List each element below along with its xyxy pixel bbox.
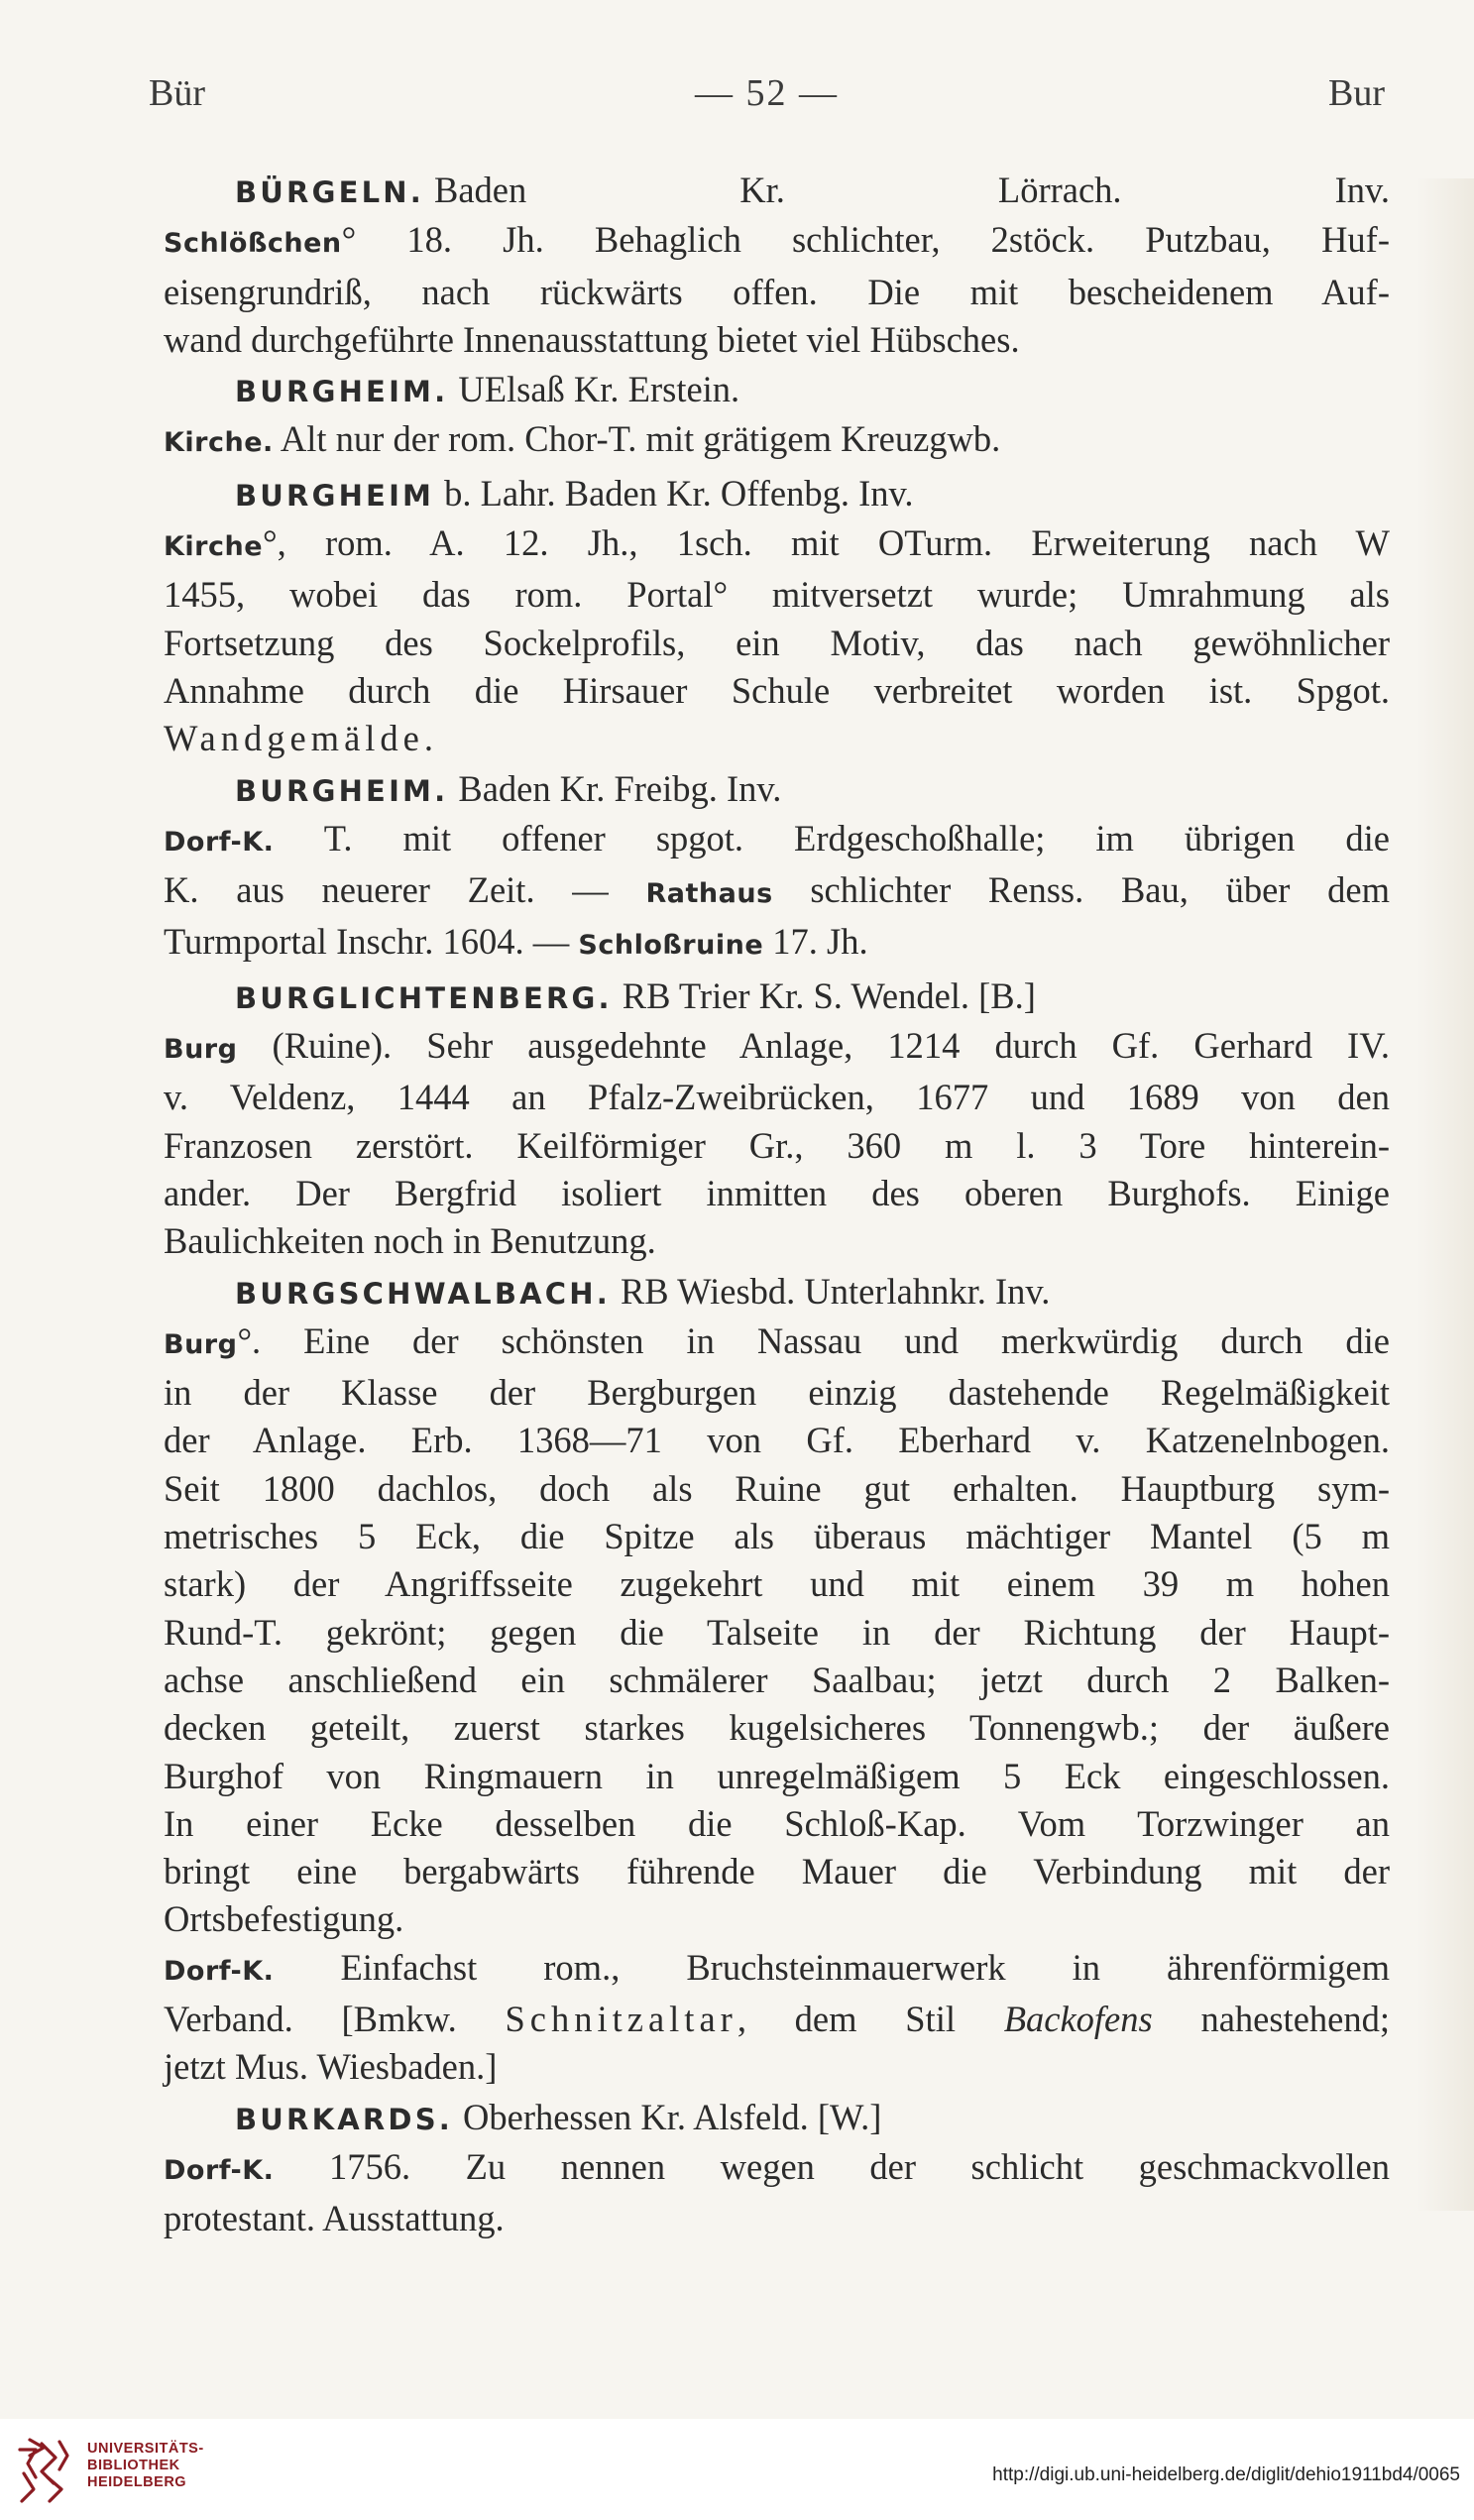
entry-text: bringt eine bergabwärts führende Mauer die Verbindung mit der <box>164 1851 1390 1892</box>
text-line <box>164 620 1390 667</box>
entry-keyword: Schloßruine <box>578 930 764 962</box>
entry-text: Seit 1800 dachlos, doch als Ruine gut erhalten. Hauptburg sym- <box>164 1467 1390 1509</box>
text-line <box>164 765 1390 815</box>
text-line <box>164 571 1390 619</box>
entry-text: Franzosen zerstört. Keilförmiger Gr., 360 m l. 3 Tore hinterein- <box>164 1124 1390 1166</box>
text-line <box>164 2094 1390 2143</box>
text-line <box>164 715 1390 762</box>
italic-term: Backofens <box>1003 1998 1153 2039</box>
entry-text: 1455, wobei das rom. Portal° mitversetzt wurde; Umrahmung als <box>164 574 1390 616</box>
entry-text: in der Klasse der Bergburgen einzig dastehende Regelmäßigkeit <box>164 1372 1390 1414</box>
entry-keyword: Dorf-K. <box>164 826 275 858</box>
entry-text: der Anlage. Erb. 1368—71 von Gf. Eberhard v. Katzenelnbogen. <box>164 1420 1390 1461</box>
entry-text: Verband. [Bmkw. <box>164 1998 506 2039</box>
entry-text: Einfachst rom., Bruchsteinmauerwerk in ährenförmigem <box>274 1946 1390 1988</box>
text-line <box>164 1170 1390 1217</box>
library-name-line-1: UNIVERSITÄTS- <box>87 2441 204 2457</box>
page-edge-shadow <box>1417 178 1474 2211</box>
text-line <box>164 1268 1390 1317</box>
entry-headword: BURGHEIM. <box>235 375 449 409</box>
entry-text: Fortsetzung des Sockelprofils, ein Motiv, das nach gewöhnlicher <box>164 622 1390 663</box>
text-line <box>164 973 1390 1022</box>
entry-text: Rund-T. gekrönt; gegen die Talseite in der Richtung der Haupt- <box>164 1611 1390 1653</box>
running-head-left: Bür <box>149 72 205 114</box>
spaced-term: Schnitzaltar <box>505 1998 737 2039</box>
running-head <box>149 71 1385 131</box>
entry-text: °, rom. A. 12. Jh., 1sch. mit OTurm. Erweiterung nach W <box>263 522 1390 564</box>
entry-keyword: Dorf-K. <box>164 2154 275 2186</box>
entry-headword: BURGHEIM. <box>235 773 449 808</box>
entry-text: Burghof von Ringmauern in unregelmäßigem 5 Eck eingeschlossen. <box>164 1755 1390 1796</box>
text-line <box>164 815 1390 866</box>
entry-text: Baulichkeiten noch in Benutzung. <box>164 1220 656 1262</box>
entry-headword: BURGHEIM <box>235 478 435 513</box>
entry-keyword: Burg <box>164 1328 238 1360</box>
text-line <box>164 1609 1390 1657</box>
entry-text: protestant. Ausstattung. <box>164 2198 505 2239</box>
text-line <box>164 1895 1390 1943</box>
entry-text: Baden Kr. Lörrach. Inv. <box>433 170 1390 210</box>
entry-text: 1756. Zu nennen wegen der schlicht geschmackvollen <box>274 2145 1390 2187</box>
text-line <box>164 216 1390 268</box>
footer-bar <box>0 2419 1474 2520</box>
dictionary-entry <box>164 973 1390 1266</box>
text-line <box>164 1122 1390 1170</box>
entry-text: °. Eine der schönsten in Nassau und merkwürdig durch die <box>237 1319 1390 1361</box>
text-line <box>164 1317 1390 1369</box>
entry-text: T. mit offener spgot. Erdgeschoßhalle; im übrigen die <box>274 817 1390 859</box>
entry-text: UElsaß Kr. Erstein. <box>458 369 740 410</box>
entry-text: Turmportal Inschr. 1604. — <box>164 921 579 963</box>
entry-text: nahestehend; <box>1152 1998 1390 2039</box>
text-line <box>164 1465 1390 1513</box>
dictionary-entry <box>164 167 1390 364</box>
text-line <box>164 1944 1390 1996</box>
entry-text: RB Wiesbd. Unterlahnkr. Inv. <box>620 1270 1051 1312</box>
entry-text: wand durchgeführte Innenausstattung bietet viel Hübsches. <box>164 318 1020 360</box>
entry-text: metrisches 5 Eck, die Spitze als überaus mächtiger Mantel (5 m <box>164 1516 1390 1557</box>
entry-text: achse anschließend ein schmälerer Saalbau; jetzt durch 2 Balken- <box>164 1659 1390 1700</box>
library-name <box>87 2441 204 2491</box>
entry-text: ander. Der Bergfrid isoliert inmitten des oberen Burghofs. Einige <box>164 1172 1390 1213</box>
dictionary-entry <box>164 366 1390 468</box>
entry-text: Alt nur der rom. Chor-T. mit grätigem Kreuzgwb. <box>273 418 1001 460</box>
text-line <box>164 1022 1390 1074</box>
entry-text: Annahme durch die Hirsauer Schule verbreitet worden ist. Spgot. <box>164 669 1390 711</box>
entry-text: Baden Kr. Freibg. Inv. <box>458 767 782 809</box>
entry-text: , dem Stil <box>737 1998 1004 2039</box>
running-head-right: Bur <box>1328 72 1385 114</box>
text-line <box>164 366 1390 415</box>
dictionary-entry <box>164 2094 1390 2243</box>
entry-keyword: Kirche <box>164 531 264 563</box>
entry-keyword: Kirche. <box>164 427 274 459</box>
entry-text: 17. Jh. <box>763 921 868 963</box>
entry-keyword: Schlößchen <box>164 228 342 260</box>
text-line <box>164 918 1390 970</box>
text-line <box>164 519 1390 571</box>
dictionary-entry <box>164 1268 1390 2092</box>
text-line <box>164 1417 1390 1464</box>
entry-keyword: Dorf-K. <box>164 1955 275 1987</box>
entry-keyword: Rathaus <box>645 878 773 910</box>
text-line <box>164 1560 1390 1608</box>
text-line <box>164 1800 1390 1848</box>
entry-text: K. aus neuerer Zeit. — <box>164 869 646 911</box>
entry-text: schlichter Renss. Bau, über dem <box>772 869 1390 911</box>
dictionary-entry <box>164 470 1390 763</box>
page-number: — 52 — <box>695 72 839 114</box>
text-line <box>164 1848 1390 1895</box>
page-body <box>164 167 1390 2244</box>
entry-headword: BURGLICHTENBERG. <box>235 980 613 1015</box>
text-line <box>164 2043 1390 2091</box>
entry-text: ° 18. Jh. Behaglich schlichter, 2stöck. Putzbau, Huf- <box>341 219 1390 261</box>
entry-keyword: Burg <box>164 1034 238 1066</box>
text-line <box>164 2195 1390 2242</box>
text-line <box>164 1513 1390 1560</box>
entry-text: RB Trier Kr. S. Wendel. [B.] <box>622 974 1036 1016</box>
text-line <box>164 1704 1390 1752</box>
heidelberg-university-library-logo[interactable] <box>14 2434 73 2505</box>
entry-text: In einer Ecke desselben die Schloß-Kap. Vom Torzwinger an <box>164 1802 1390 1844</box>
spaced-term: Wandgemälde. <box>164 718 438 759</box>
text-line <box>164 1369 1390 1417</box>
entry-headword: BURGSCHWALBACH. <box>235 1276 611 1311</box>
entry-text: Oberhessen Kr. Alsfeld. [W.] <box>463 2096 882 2137</box>
text-line <box>164 470 1390 519</box>
text-line <box>164 415 1390 467</box>
text-line <box>164 1074 1390 1121</box>
text-line <box>164 1657 1390 1704</box>
entry-text: decken geteilt, zuerst starkes kugelsicheres Tonnengwb.; der äußere <box>164 1707 1390 1749</box>
dictionary-entry <box>164 765 1390 971</box>
entry-text: Ortsbefestigung. <box>164 1898 404 1940</box>
library-name-line-2: BIBLIOTHEK <box>87 2458 180 2473</box>
entry-text: eisengrundriß, nach rückwärts offen. Die mit bescheidenem Auf- <box>164 271 1390 312</box>
text-line <box>164 167 1390 216</box>
text-line <box>164 866 1390 918</box>
text-line <box>164 269 1390 316</box>
text-line <box>164 1753 1390 1800</box>
text-line <box>164 1996 1390 2043</box>
text-line <box>164 2143 1390 2195</box>
text-line <box>164 667 1390 715</box>
entry-text: jetzt Mus. Wiesbaden.] <box>164 2046 498 2088</box>
source-url-link[interactable]: http://digi.ub.uni-heidelberg.de/diglit/dehio1911bd4/0065 <box>992 2464 1460 2485</box>
entry-text: v. Veldenz, 1444 an Pfalz-Zweibrücken, 1677 und 1689 von den <box>164 1077 1390 1118</box>
text-line <box>164 1217 1390 1265</box>
entry-text: b. Lahr. Baden Kr. Offenbg. Inv. <box>444 472 914 514</box>
library-name-line-3: HEIDELBERG <box>87 2474 187 2490</box>
entry-headword: BURKARDS. <box>235 2102 454 2136</box>
entry-text: (Ruine). Sehr ausgedehnte Anlage, 1214 durch Gf. Gerhard IV. <box>237 1025 1390 1067</box>
entry-text: stark) der Angriffsseite zugekehrt und mit einem 39 m hohen <box>164 1563 1390 1605</box>
text-line <box>164 316 1390 364</box>
entry-headword: BÜRGELN. <box>235 175 424 209</box>
